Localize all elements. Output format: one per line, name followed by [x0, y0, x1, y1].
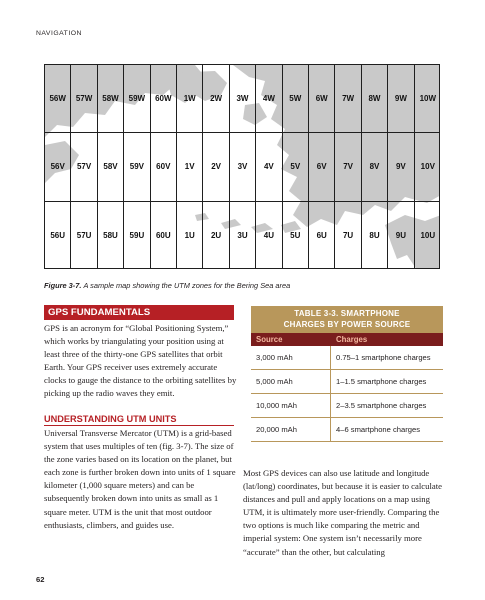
table-row — [251, 370, 443, 394]
utm-zone-cell: 6U — [309, 202, 335, 269]
utm-zone-cell: 2W — [203, 65, 229, 133]
utm-zone-cell: 56U — [45, 202, 71, 269]
utm-zone-cell: 57U — [71, 202, 97, 269]
table-header-row — [251, 333, 443, 346]
table-title — [251, 306, 443, 333]
utm-zone-cell: 1U — [177, 202, 203, 269]
utm-zone-cell: 59V — [124, 133, 150, 201]
utm-zone-cell: 60U — [151, 202, 177, 269]
utm-zone-cell: 58W — [98, 65, 124, 133]
table-cell-charges: 4–6 smartphone charges — [336, 424, 421, 434]
utm-zone-cell: 5W — [283, 65, 309, 133]
utm-zone-cell: 1V — [177, 133, 203, 201]
table-header-charges: Charges — [336, 335, 368, 344]
utm-units-heading: UNDERSTANDING UTM UNITS — [44, 414, 234, 426]
utm-zone-cell: 8U — [362, 202, 388, 269]
utm-zone-cell: 4W — [256, 65, 282, 133]
utm-zone-cell: 10V — [415, 133, 440, 201]
table-title-line-1: TABLE 3-3. SMARTPHONE — [294, 309, 400, 318]
utm-zone-cell: 3W — [230, 65, 256, 133]
utm-zone-cell: 56W — [45, 65, 71, 133]
utm-zone-cell: 8W — [362, 65, 388, 133]
table-cell-source: 20,000 mAh — [251, 418, 331, 441]
utm-zone-cell: 60W — [151, 65, 177, 133]
right-paragraph: Most GPS devices can also use latitude and longitude (lat/long) coordinates, but because it is easier to calculate distances and pull and apply locations on a map using UTM, it is ultimately more user-friendly. Comparing the two options is much like comparing the metric and imperial system: One system isn’t necessarily more “accurate” than the other, but calculating — [243, 468, 443, 557]
table-cell-source: 5,000 mAh — [251, 370, 331, 393]
utm-zone-grid — [45, 65, 440, 269]
utm-zone-cell: 7U — [335, 202, 361, 269]
page-number: 62 — [36, 575, 45, 584]
table-title-line-2: CHARGES BY POWER SOURCE — [283, 320, 411, 329]
utm-zone-cell: 9W — [388, 65, 414, 133]
utm-zone-cell: 4U — [256, 202, 282, 269]
utm-zone-cell: 2U — [203, 202, 229, 269]
utm-zone-cell: 2V — [203, 133, 229, 201]
running-head: NAVIGATION — [36, 30, 82, 37]
smartphone-charges-table — [251, 306, 443, 442]
utm-zone-cell: 58V — [98, 133, 124, 201]
utm-zone-cell: 7V — [335, 133, 361, 201]
table-cell-charges: 1–1.5 smartphone charges — [336, 376, 427, 386]
utm-paragraph: Universal Transverse Mercator (UTM) is a grid-based system that uses multiples of ten (fig. 3-7). The size of the zone varies based on its location on the planet, but each zone is further broken down into units of 1 square kilometer (1,000 square meters) and can be subsequently broken down into units as small as 1 square meter. UTM is the unit that most outdoor enthusiasts, climbers, and guides use. — [44, 428, 236, 530]
utm-zone-cell: 5V — [283, 133, 309, 201]
utm-zone-cell: 57W — [71, 65, 97, 133]
table-row — [251, 346, 443, 370]
figure-label: Figure 3-7. — [44, 281, 82, 290]
table-cell-source: 10,000 mAh — [251, 394, 331, 417]
utm-zone-cell: 9V — [388, 133, 414, 201]
utm-zone-cell: 3U — [230, 202, 256, 269]
gps-paragraph: GPS is an acronym for “Global Positioning System,” which works by triangulating your position using at least three of the thirty-one GPS satellites that orbit Earth. Your GPS receiver uses extremely accurate clocks to gauge the distance to the orbiting satellites by picking up the radio waves they emit. — [44, 323, 237, 399]
utm-zone-cell: 60V — [151, 133, 177, 201]
utm-zone-cell: 3V — [230, 133, 256, 201]
utm-zone-cell: 9U — [388, 202, 414, 269]
utm-zone-cell: 7W — [335, 65, 361, 133]
figure-text: A sample map showing the UTM zones for the Bering Sea area — [83, 281, 291, 290]
table-row — [251, 394, 443, 418]
gps-fundamentals-heading: GPS FUNDAMENTALS — [44, 305, 234, 320]
utm-zone-cell: 6W — [309, 65, 335, 133]
utm-zone-cell: 56V — [45, 133, 71, 201]
utm-zone-cell: 10W — [415, 65, 440, 133]
utm-zone-cell: 58U — [98, 202, 124, 269]
utm-zone-cell: 57V — [71, 133, 97, 201]
utm-zone-cell: 59W — [124, 65, 150, 133]
utm-zone-cell: 8V — [362, 133, 388, 201]
utm-zone-cell: 1W — [177, 65, 203, 133]
table-cell-charges: 2–3.5 smartphone charges — [336, 400, 427, 410]
utm-zone-cell: 6V — [309, 133, 335, 201]
utm-zone-cell: 4V — [256, 133, 282, 201]
utm-zone-cell: 5U — [283, 202, 309, 269]
figure-caption — [44, 281, 290, 290]
utm-zone-map — [44, 64, 440, 269]
utm-zone-cell: 10U — [420, 231, 436, 241]
table-row — [251, 418, 443, 442]
table-cell-charges: 0.75–1 smartphone charges — [336, 352, 431, 362]
utm-zone-cell: 59U — [124, 202, 150, 269]
table-cell-source: 3,000 mAh — [251, 346, 331, 369]
table-header-source: Source — [256, 335, 283, 344]
